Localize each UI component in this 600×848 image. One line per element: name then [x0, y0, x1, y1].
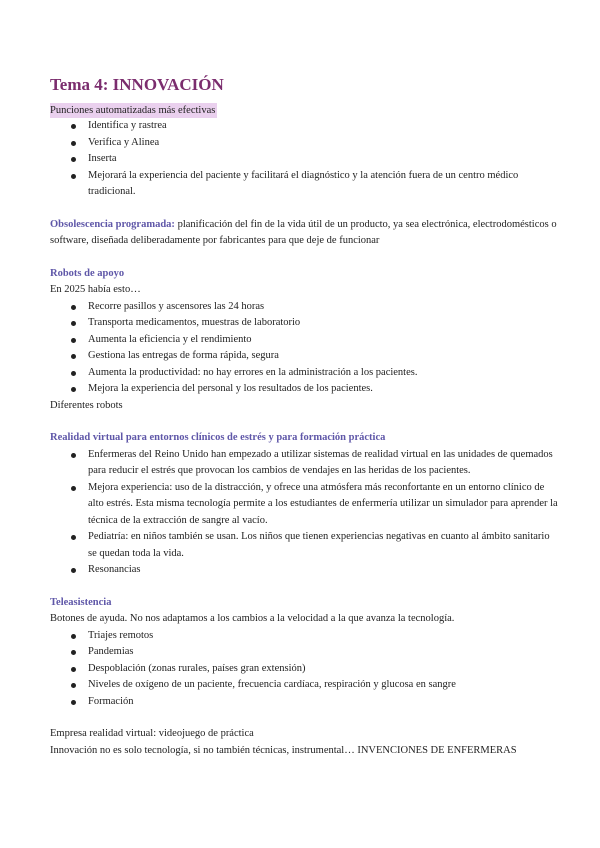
obsolescence-term: Obsolescencia programada:: [50, 218, 175, 230]
list-item: Transporta medicamentos, muestras de laboratorio: [50, 315, 560, 332]
list-item: Mejora experiencia: uso de la distracción, y ofrece una atmósfera más reconfortante en un entorno clínico de alto estrés. Esta misma tecnología permite a los estudiantes de enfermería utilizar un simulador para aprender la técnica de la extracción de sangre al vacío.: [50, 480, 560, 530]
teleassistance-heading: Teleasistencia: [50, 596, 112, 608]
closing-line-2: Innovación no es solo tecnología, si no también técnicas, instrumental… INVENCIONES DE ENFERMERAS: [50, 744, 517, 756]
teleassistance-intro: Botones de ayuda. No nos adaptamos a los cambios a la velocidad a la que avanza la tecnología.: [50, 613, 455, 624]
list-item: Formación: [50, 694, 560, 711]
robots-section: [50, 266, 560, 415]
functions-list: [50, 118, 560, 201]
list-item: Pandemias: [50, 644, 560, 661]
page-title: Tema 4: INNOVACIÓN: [50, 75, 224, 94]
list-item: Inserta: [50, 151, 560, 168]
list-item: Niveles de oxígeno de un paciente, frecuencia cardíaca, respiración y glucosa en sangre: [50, 677, 560, 694]
robots-outro: Diferentes robots: [50, 399, 123, 411]
list-item: Gestiona las entregas de forma rápida, segura: [50, 348, 560, 365]
teleassistance-list: [50, 628, 560, 711]
closing-line-1: Empresa realidad virtual: videojuego de práctica: [50, 728, 254, 739]
list-item: Aumenta la productividad: no hay errores en la administración a los pacientes.: [50, 365, 560, 382]
list-item: Pediatría: en niños también se usan. Los niños que tienen experiencias negativas en cuanto al ámbito sanitario se quedan toda la vida.: [50, 529, 560, 562]
robots-heading: Robots de apoyo: [50, 267, 125, 279]
list-item: Recorre pasillos y ascensores las 24 horas: [50, 299, 560, 316]
list-item: Mejorará la experiencia del paciente y facilitará el diagnóstico y la atención fuera de un centro médico tradicional.: [50, 168, 560, 201]
list-item: Aumenta la eficiencia y el rendimiento: [50, 332, 560, 349]
obsolescence-text: planificación del fin de la vida útil de un producto, ya sea electrónica, electrodomésticos o software, diseñada deliberadamente por fabricantes para que deje de funcionar: [50, 218, 557, 246]
teleassistance-section: [50, 595, 560, 711]
list-item: Resonancias: [50, 562, 560, 579]
list-item: Triajes remotos: [50, 628, 560, 645]
vr-list: [50, 447, 560, 579]
list-item: Mejora la experiencia del personal y los resultados de los pacientes.: [50, 381, 560, 398]
obsolescence-paragraph: [50, 217, 560, 250]
functions-heading: Punciones automatizadas más efectivas: [50, 105, 216, 116]
robots-list: [50, 299, 560, 398]
document-content: [50, 74, 560, 759]
list-item: Enfermeras del Reino Unido han empezado a utilizar sistemas de realidad virtual en las unidades de quemados para reducir el estrés que provocan los cambios de vendajes en las heridas de los pacientes.: [50, 447, 560, 480]
list-item: Identifica y rastrea: [50, 118, 560, 135]
functions-section: [50, 100, 560, 201]
robots-intro: En 2025 había esto…: [50, 284, 141, 295]
vr-section: [50, 430, 560, 579]
vr-heading: Realidad virtual para entornos clínicos de estrés y para formación práctica: [50, 432, 386, 443]
list-item: Verifica y Alinea: [50, 135, 560, 152]
list-item: Despoblación (zonas rurales, países gran extensión): [50, 661, 560, 678]
